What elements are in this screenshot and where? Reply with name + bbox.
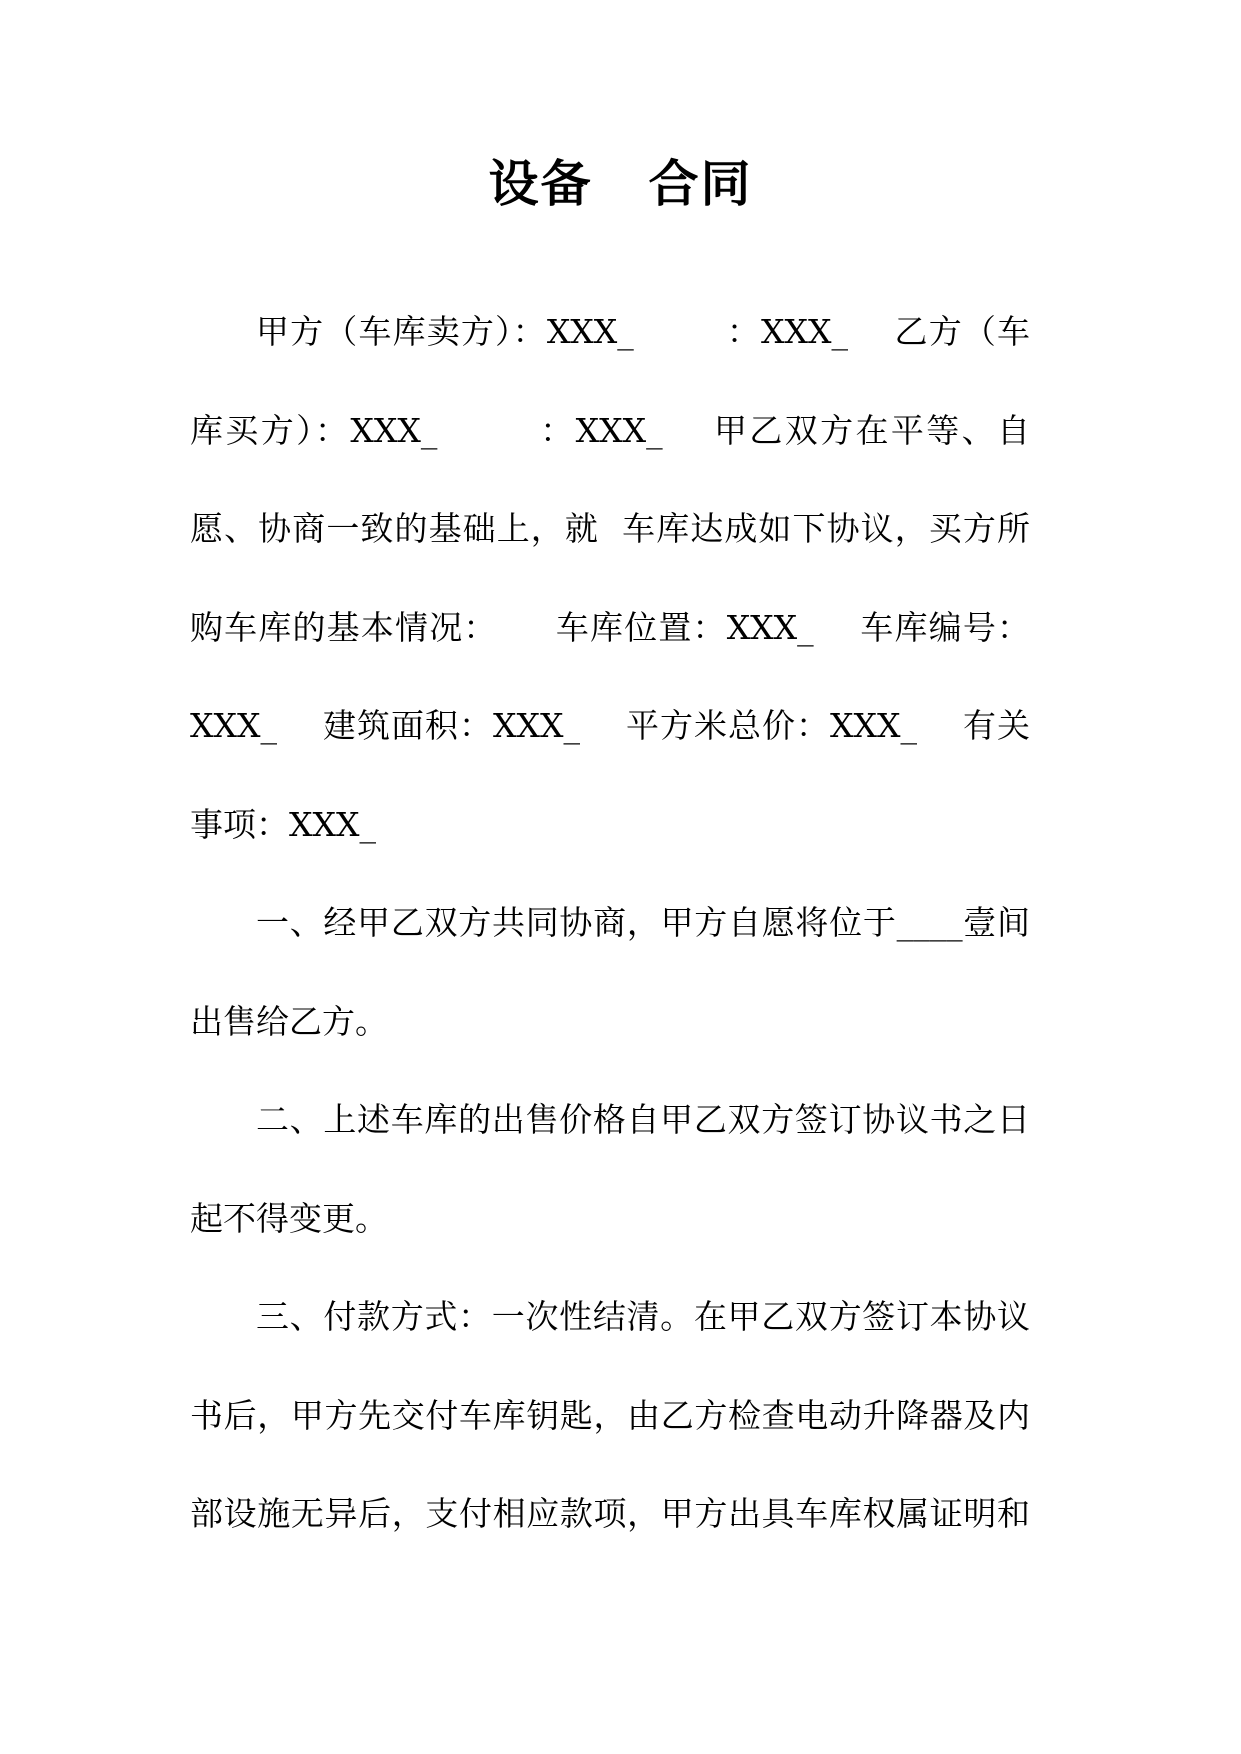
- paragraph-parties-line: 愿、协商一致的基础上，就 车库达成如下协议，买方所: [190, 509, 1030, 548]
- title-part-2: 合同: [648, 155, 753, 213]
- paragraph-parties-line: 库买方）：XXX_ ：XXX_ 甲乙双方在平等、自: [190, 410, 1030, 450]
- paragraph-parties-line: 甲方（车库卖方）：XXX_ ：XXX_ 乙方（车: [256, 312, 1030, 351]
- paragraph-parties-line: XXX_ 建筑面积：XXX_ 平方米总价：XXX_ 有关: [190, 706, 1030, 745]
- clause-2-line: 二、上述车库的出售价格自甲乙双方签订协议书之日: [256, 1100, 1030, 1139]
- clause-1-line: 出售给乙方。: [190, 1001, 388, 1041]
- clause-1-line: 一、经甲乙双方共同协商，甲方自愿将位于____壹间: [256, 903, 1030, 942]
- clause-3-line: 部设施无异后，支付相应款项，甲方出具车库权属证明和: [190, 1494, 1030, 1533]
- clause-3-line: 书后，甲方先交付车库钥匙，由乙方检查电动升降器及内: [190, 1395, 1030, 1435]
- clause-3-line: 三、付款方式：一次性结清。在甲乙双方签订本协议: [256, 1297, 1030, 1336]
- paragraph-parties-line: 事项：XXX_: [190, 804, 376, 844]
- paragraph-parties-line: 购车库的基本情况： 车库位置：XXX_ 车库编号：: [190, 607, 1030, 647]
- contract-body: [190, 283, 1030, 1564]
- clause-2-line: 起不得变更。: [190, 1198, 388, 1238]
- title-part-1: 设备: [488, 155, 593, 213]
- document-title: [0, 148, 1241, 220]
